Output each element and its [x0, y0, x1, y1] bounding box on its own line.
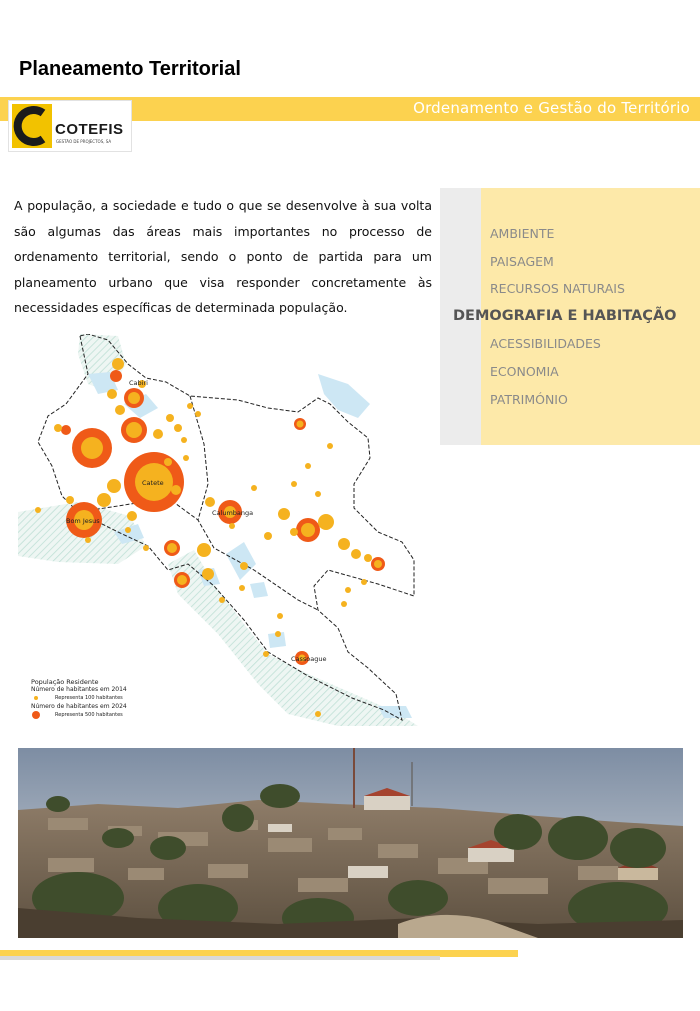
topic-item-patrimonio[interactable]: PATRIMÓNIO [490, 391, 568, 407]
dot-2014 [318, 514, 334, 530]
dot-2014 [143, 545, 149, 551]
map-label-cassoague: Cassoague [291, 655, 327, 663]
map-label-bomjesus: Bom Jesus [66, 517, 100, 525]
dot-2014 [351, 549, 361, 559]
dot-2014 [341, 601, 347, 607]
dot-2014 [361, 579, 367, 585]
dot-2014 [275, 631, 281, 637]
dot-2014 [115, 405, 125, 415]
dot-2014 [153, 429, 163, 439]
dot-2014 [164, 458, 172, 466]
town-photo [18, 748, 683, 938]
dot-2014 [291, 481, 297, 487]
dot-2014 [264, 532, 272, 540]
dot-2014 [297, 421, 304, 428]
dot-2014 [107, 389, 117, 399]
page-title: Planeamento Territorial [19, 58, 241, 80]
dot-2014 [187, 403, 193, 409]
topic-item-economia[interactable]: ECONOMIA [490, 363, 559, 379]
dot-2014 [263, 651, 269, 657]
dot-cabiri-s-2014 [126, 422, 142, 438]
topics-menu [440, 220, 700, 413]
dot-2014 [166, 414, 174, 422]
dot-2014 [240, 562, 248, 570]
dot-2014 [127, 511, 137, 521]
dot-2014 [315, 711, 321, 717]
legend-item-2024 [31, 710, 127, 720]
dot-2014 [66, 496, 74, 504]
legend-item-2024-text: Representa 500 habitantes [55, 712, 123, 718]
dot-2014 [125, 527, 131, 533]
dot-2014 [202, 568, 214, 580]
dot-2014 [107, 479, 121, 493]
legend-item-2014-text: Representa 100 habitantes [55, 695, 123, 701]
dot-2014 [97, 493, 111, 507]
map-legend [31, 678, 127, 720]
dot-2014 [195, 411, 201, 417]
dot-2014 [290, 528, 298, 536]
dot-2014 [205, 497, 215, 507]
company-logo [8, 100, 132, 152]
dot-2014 [278, 508, 290, 520]
dot-2024 [110, 370, 122, 382]
dot-2014 [345, 587, 351, 593]
dot-2014 [171, 485, 181, 495]
topic-item-demografia-habitacao[interactable]: DEMOGRAFIA E HABITAÇÃO [453, 307, 677, 324]
dot-2014 [167, 543, 177, 553]
dot-2014 [219, 597, 225, 603]
dot-2014 [181, 437, 187, 443]
dot-2014 [197, 543, 211, 557]
intro-paragraph: A população, a sociedade e tudo o que se desenvolve à sua volta são algumas das áreas mais importantes no processo de ordenamento territorial, sendo o ponto de partida para um planeamento urbano que visa responder concretamente às necessidades específicas de determinada população. [14, 198, 432, 315]
map-label-catete: Catete [142, 479, 164, 487]
dot-2014 [277, 613, 283, 619]
dot-2014 [229, 523, 235, 529]
footer-bar-shadow [0, 956, 440, 960]
legend-item-2014 [31, 693, 127, 703]
legend-label-2024: Número de habitantes em 2024 [31, 703, 127, 710]
dot-2014 [315, 491, 321, 497]
topic-item-recursos-naturais[interactable]: RECURSOS NATURAIS [490, 281, 625, 297]
logo-tagline: GESTÃO DE PROJECTOS, SA [56, 139, 112, 144]
topic-item-acessibilidades[interactable]: ACESSIBILIDADES [490, 336, 601, 352]
dot-2014 [364, 554, 372, 562]
dot-2014 [183, 455, 189, 461]
dot-east-2014 [301, 523, 315, 537]
population-map [18, 334, 428, 734]
dot-2014 [85, 537, 91, 543]
dot-2014 [239, 585, 245, 591]
logo-name: COTEFIS [55, 121, 124, 138]
dot-2014 [327, 443, 333, 449]
dot-west-2014 [81, 437, 103, 459]
topic-item-paisagem[interactable]: PAISAGEM [490, 253, 554, 269]
dot-2014 [35, 507, 41, 513]
dot-2014 [251, 485, 257, 491]
legend-title: População Residente [31, 678, 99, 686]
dot-2024 [61, 425, 71, 435]
dot-cabiri-2014 [128, 392, 140, 404]
legend-label-2014: Número de habitantes em 2014 [31, 686, 127, 693]
dot-2014 [374, 560, 382, 568]
section-subtitle: Ordenamento e Gestão do Território [413, 99, 690, 117]
dot-2014 [54, 424, 62, 432]
topic-item-ambiente[interactable]: AMBIENTE [490, 226, 555, 241]
legend-dot-2014-icon [34, 696, 38, 700]
dot-2014 [338, 538, 350, 550]
map-label-calumbanga: Calumbanga [212, 509, 254, 517]
legend-dot-2024-icon [32, 711, 40, 719]
dot-2014 [305, 463, 311, 469]
logo-mark [12, 104, 52, 148]
dot-2014 [177, 575, 187, 585]
dot-2014 [174, 424, 182, 432]
dot-2014 [112, 358, 124, 370]
map-label-cabiri: Cabiri [129, 379, 148, 387]
